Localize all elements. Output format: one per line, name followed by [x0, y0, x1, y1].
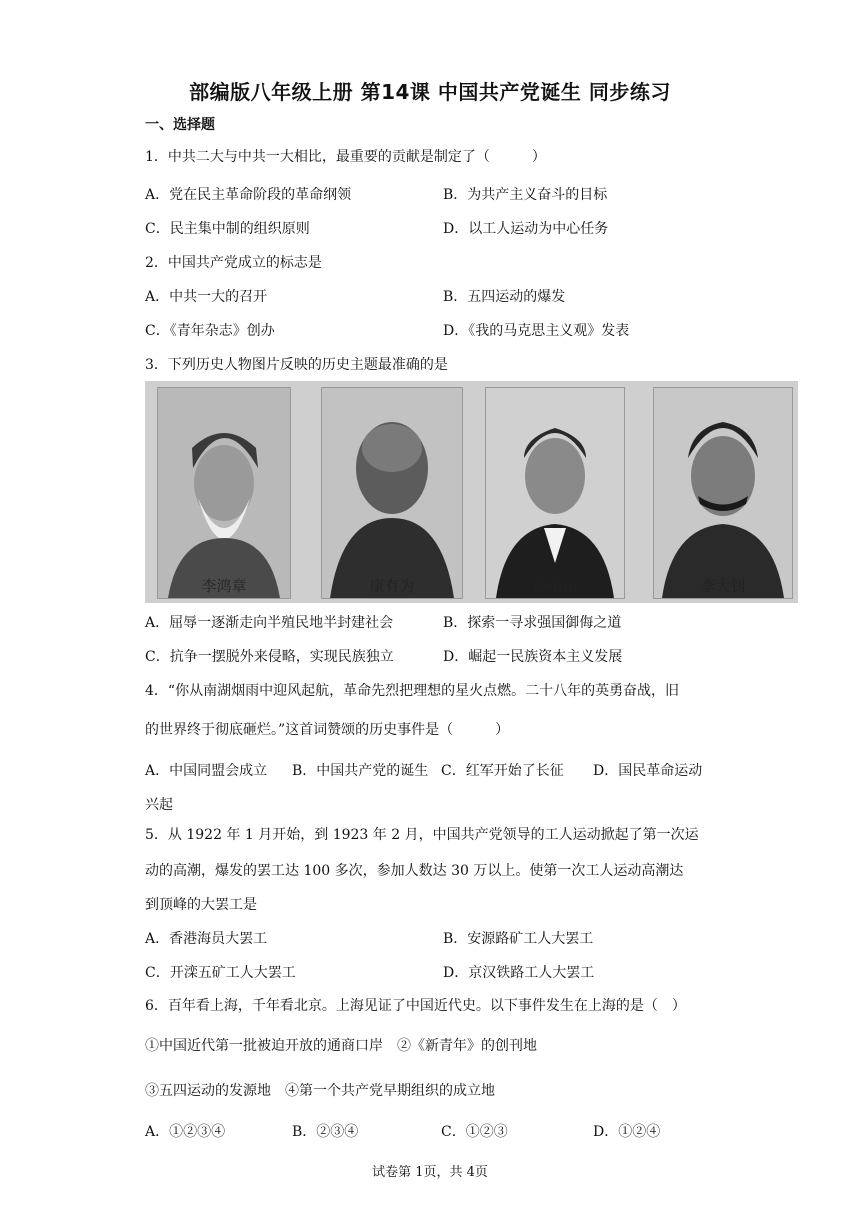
question-4-stem-line-1: 4．“你从南湖烟雨中迎风起航，革命先烈把理想的星火点燃。二十八年的英勇奋战，旧	[145, 683, 680, 699]
portrait-caption: 孙中山	[532, 577, 578, 595]
question-2-option-a: A．中共一大的召开	[145, 289, 268, 305]
question-6-option-b: B．②③④	[292, 1124, 359, 1140]
question-5-option-c: C．开滦五矿工人大罢工	[145, 965, 296, 981]
portrait-li-hongzhang	[157, 387, 291, 599]
question-5-option-b: B．安源路矿工人大罢工	[443, 931, 594, 947]
portrait-sun-yatsen	[485, 387, 625, 599]
question-3-option-d: D．崛起一民族资本主义发展	[443, 649, 623, 665]
question-3-option-c: C．抗争一摆脱外来侵略，实现民族独立	[145, 649, 394, 665]
question-6-option-d: D．①②④	[593, 1124, 661, 1140]
question-1-option-a: A．党在民主革命阶段的革命纲领	[145, 187, 352, 203]
question-6-item-line-1: ①中国近代第一批被迫开放的通商口岸 ②《新青年》的创刊地	[145, 1038, 537, 1054]
question-2-option-c: C．《青年杂志》创办	[145, 323, 275, 339]
question-2-stem: 2．中国共产党成立的标志是	[145, 255, 322, 271]
question-2-option-d: D．《我的马克思主义观》发表	[443, 323, 630, 339]
question-4-option-d: D．国民革命运动	[593, 763, 703, 779]
question-4-option-a: A．中国同盟会成立	[145, 763, 268, 779]
question-6-item-line-2: ③五四运动的发源地 ④第一个共产党早期组织的成立地	[145, 1083, 495, 1099]
question-6-stem: 6．百年看上海，千年看北京。上海见证了中国近代史。以下事件发生在上海的是（ ）	[145, 998, 686, 1014]
question-4-option-d-continued: 兴起	[145, 797, 173, 813]
question-1-option-b: B．为共产主义奋斗的目标	[443, 187, 608, 203]
question-3-option-a: A．屈辱一逐渐走向半殖民地半封建社会	[145, 615, 394, 631]
portrait-kang-youwei	[321, 387, 463, 599]
question-5-stem-line-1: 5．从 1922 年 1 月开始，到 1923 年 2 月，中国共产党领导的工人运动掀起了第一次运	[145, 827, 699, 843]
question-6-option-a: A．①②③④	[145, 1124, 226, 1140]
question-3-stem: 3．下列历史人物图片反映的历史主题最准确的是	[145, 357, 448, 373]
portrait-caption: 李鸿章	[201, 577, 247, 595]
question-1-option-c: C．民主集中制的组织原则	[145, 221, 310, 237]
question-6-option-c: C．①②③	[441, 1124, 508, 1140]
question-1-stem: 1．中共二大与中共一大相比，最重要的贡献是制定了（ ）	[145, 149, 546, 165]
question-1-option-d: D．以工人运动为中心任务	[443, 221, 609, 237]
portrait-caption: 李大钊	[700, 577, 746, 595]
question-5-stem-line-3: 到顶峰的大罢工是	[145, 897, 257, 913]
historical-portraits-image	[145, 381, 798, 603]
page-footer: 试卷第 1页，共 4页	[372, 1165, 488, 1180]
question-4-stem-line-2: 的世界终于彻底砸烂。”这首词赞颂的历史事件是（ ）	[145, 722, 510, 738]
question-5-option-d: D．京汉铁路工人大罢工	[443, 965, 595, 981]
question-4-option-c: C．红军开始了长征	[441, 763, 564, 779]
question-3-option-b: B．探索一寻求强国御侮之道	[443, 615, 622, 631]
question-5-option-a: A．香港海员大罢工	[145, 931, 268, 947]
question-5-stem-line-2: 动的高潮，爆发的罢工达 100 多次，参加人数达 30 万以上。使第一次工人运动高潮达	[145, 863, 684, 879]
portrait-li-dazhao	[653, 387, 793, 599]
question-2-option-b: B．五四运动的爆发	[443, 289, 566, 305]
section-heading: 一、选择题	[145, 117, 215, 133]
portrait-caption: 康有为	[369, 577, 415, 595]
question-4-option-b: B．中国共产党的诞生	[292, 763, 429, 779]
page-title: 部编版八年级上册 第14课 中国共产党诞生 同步练习	[189, 80, 671, 104]
